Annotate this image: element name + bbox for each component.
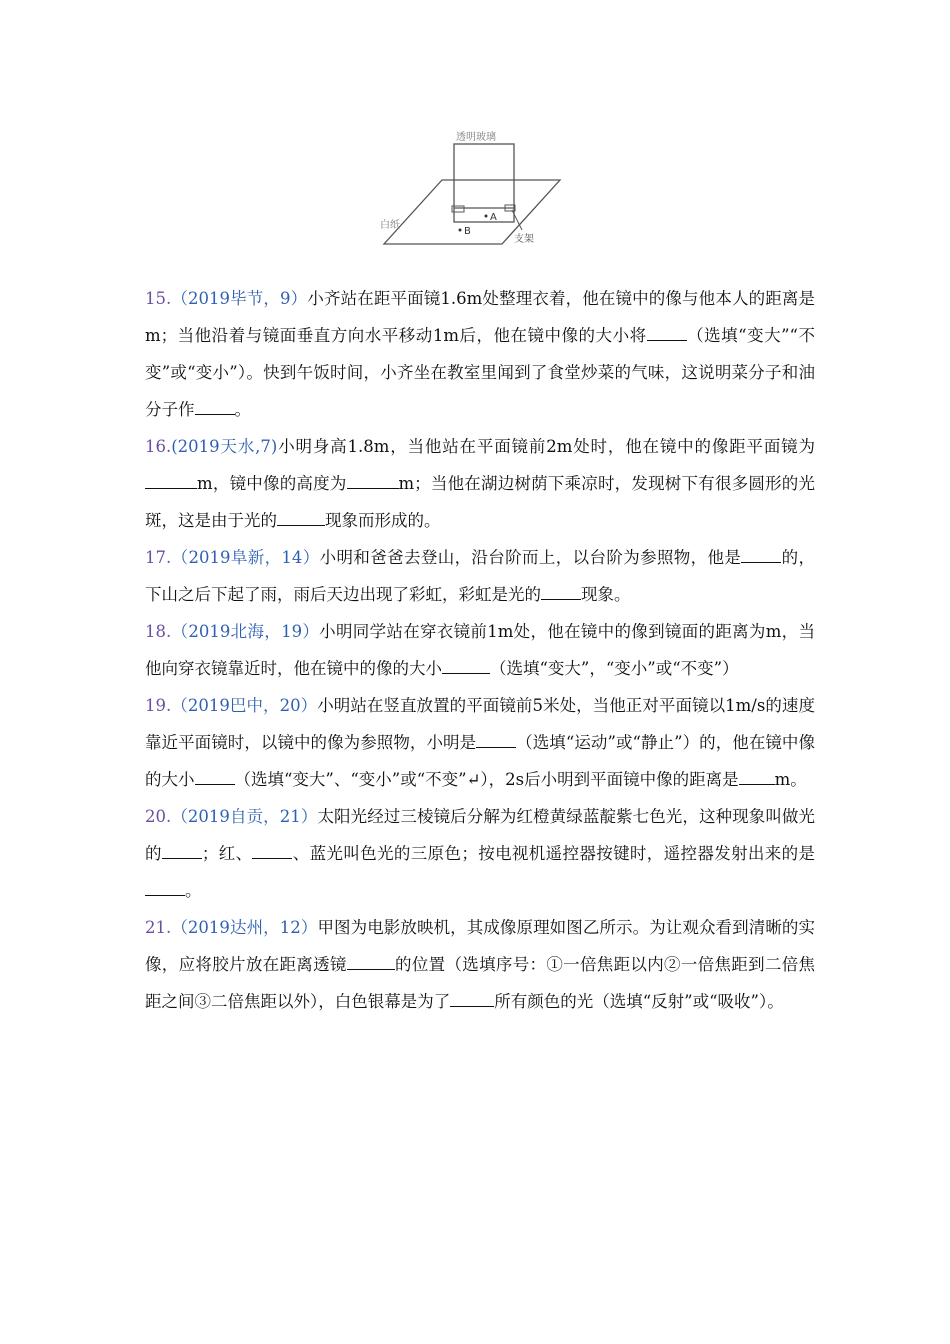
question-text: 。: [185, 881, 202, 900]
answer-blank[interactable]: [145, 470, 197, 489]
answer-blank[interactable]: [442, 655, 490, 674]
question-text: 的位置（选填序号：①一倍焦距以内②一倍焦距到二倍焦距之间③二倍焦距以外），白色银幕是为了: [145, 955, 816, 1011]
answer-blank[interactable]: [347, 951, 395, 970]
question-text: 小明身高1.8m，当他站在平面镜前2m处时，他在镜中的像距平面镜为: [277, 437, 816, 456]
question-number: 20.: [145, 807, 172, 826]
answer-blank[interactable]: [195, 766, 235, 785]
question-source: （2019达州，12）: [171, 918, 318, 937]
question-text: （选填“变大”，“变小”或“不变”）: [490, 659, 739, 678]
question-text: 现象。: [581, 585, 631, 604]
question-source: （2019毕节，9）: [171, 289, 308, 308]
answer-blank[interactable]: [195, 396, 235, 415]
question-18: [145, 613, 815, 687]
question-15: [145, 280, 815, 428]
question-text: 小齐站在距平面镜1.6m处整理衣着，他在镜中的像与他本人的距离是: [307, 289, 815, 308]
answer-blank[interactable]: [541, 581, 581, 600]
paper-label: 白纸: [380, 220, 400, 231]
question-number: 18.: [145, 622, 172, 641]
plane-mirror-experiment-figure: [372, 122, 587, 262]
stand-label: 支架: [514, 234, 534, 245]
answer-blank[interactable]: [252, 840, 292, 859]
question-source: （2019北海，19）: [171, 622, 320, 641]
question-16: [145, 428, 815, 539]
question-19: [145, 687, 815, 798]
question-text: 、蓝光叫色光的三原色；按电视机遥控器按键时，遥控器发射出来的是: [292, 844, 816, 863]
answer-blank[interactable]: [476, 729, 516, 748]
answer-blank[interactable]: [450, 988, 494, 1007]
question-text: 小明和爸爸去登山，沿台阶而上，以台阶为参照物，他是: [319, 548, 742, 567]
question-number: 16.: [145, 437, 172, 456]
question-text: （选填“变大”“不变”或“变小”）。快到午饭时间，小齐坐在教室里闻到了食堂炒菜的气味，这说明菜分子和油分子作: [145, 326, 815, 419]
question-21: [145, 909, 815, 1020]
question-text: 所有颜色的光（选填“反射”或“吸收”）。: [494, 992, 784, 1011]
point-b-label: B: [464, 226, 471, 237]
glass-label: 透明玻璃: [456, 132, 496, 143]
answer-blank[interactable]: [741, 544, 781, 563]
question-number: 15.: [145, 289, 172, 308]
question-source: （2019阜新，14）: [171, 548, 320, 567]
question-text: m，镜中像的高度为: [197, 474, 347, 493]
answer-blank[interactable]: [145, 877, 185, 896]
question-number: 21.: [145, 918, 172, 937]
question-text: ；红、: [201, 844, 253, 863]
answer-blank[interactable]: [647, 322, 687, 341]
answer-blank[interactable]: [347, 470, 399, 489]
question-number: 17.: [145, 548, 172, 567]
point-b-marker: [459, 229, 462, 232]
question-text: （选填“运动”或“静止”）的，他在镜中像的大小: [145, 733, 815, 789]
experiment-diagram: [372, 122, 587, 262]
question-number: 19.: [145, 696, 172, 715]
question-text: m；当他在湖边树荫下乘凉时，发现树下有很多圆形的光斑，这是由于光的: [145, 474, 815, 530]
question-text: （选填“变大”、“变小”或“不变”↵），2s后小明到平面镜中像的距离是: [234, 770, 739, 789]
question-text: 甲图为电影放映机，其成像原理如图乙所示。为让观众看到清晰的实像，应将胶片放在距离透镜: [145, 918, 816, 974]
question-20: [145, 798, 815, 909]
point-a-marker: [485, 215, 488, 218]
answer-blank[interactable]: [277, 507, 325, 526]
point-a-label: A: [490, 212, 497, 223]
question-text: 的，下山之后下起了雨，雨后天边出现了彩虹，彩虹是光的: [145, 548, 815, 604]
question-list: [145, 280, 815, 1020]
question-text: 太阳光经过三棱镜后分解为红橙黄绿蓝靛紫七色光，这种现象叫做光的: [145, 807, 816, 863]
question-text: 。: [234, 400, 251, 419]
answer-blank[interactable]: [162, 840, 202, 859]
question-text: m；当他沿着与镜面垂直方向水平移动1m后，他在镜中像的大小将: [145, 326, 647, 345]
answer-blank[interactable]: [739, 766, 775, 785]
question-source: （2019自贡，21）: [171, 807, 318, 826]
question-text: 小明站在竖直放置的平面镜前5米处，当他正对平面镜以1m/s的速度靠近平面镜时，以镜中的像为参照物，小明是: [145, 696, 815, 752]
question-text: m。: [774, 770, 807, 789]
question-17: [145, 539, 815, 613]
question-source: （2019巴中，20）: [171, 696, 318, 715]
question-text: 小明同学站在穿衣镜前1m处，他在镜中的像到镜面的距离为m，当他向穿衣镜靠近时，他在镜中的像的大小: [145, 622, 815, 678]
question-text: 现象而形成的。: [325, 511, 441, 530]
question-source: (2019天水,7): [171, 437, 278, 456]
